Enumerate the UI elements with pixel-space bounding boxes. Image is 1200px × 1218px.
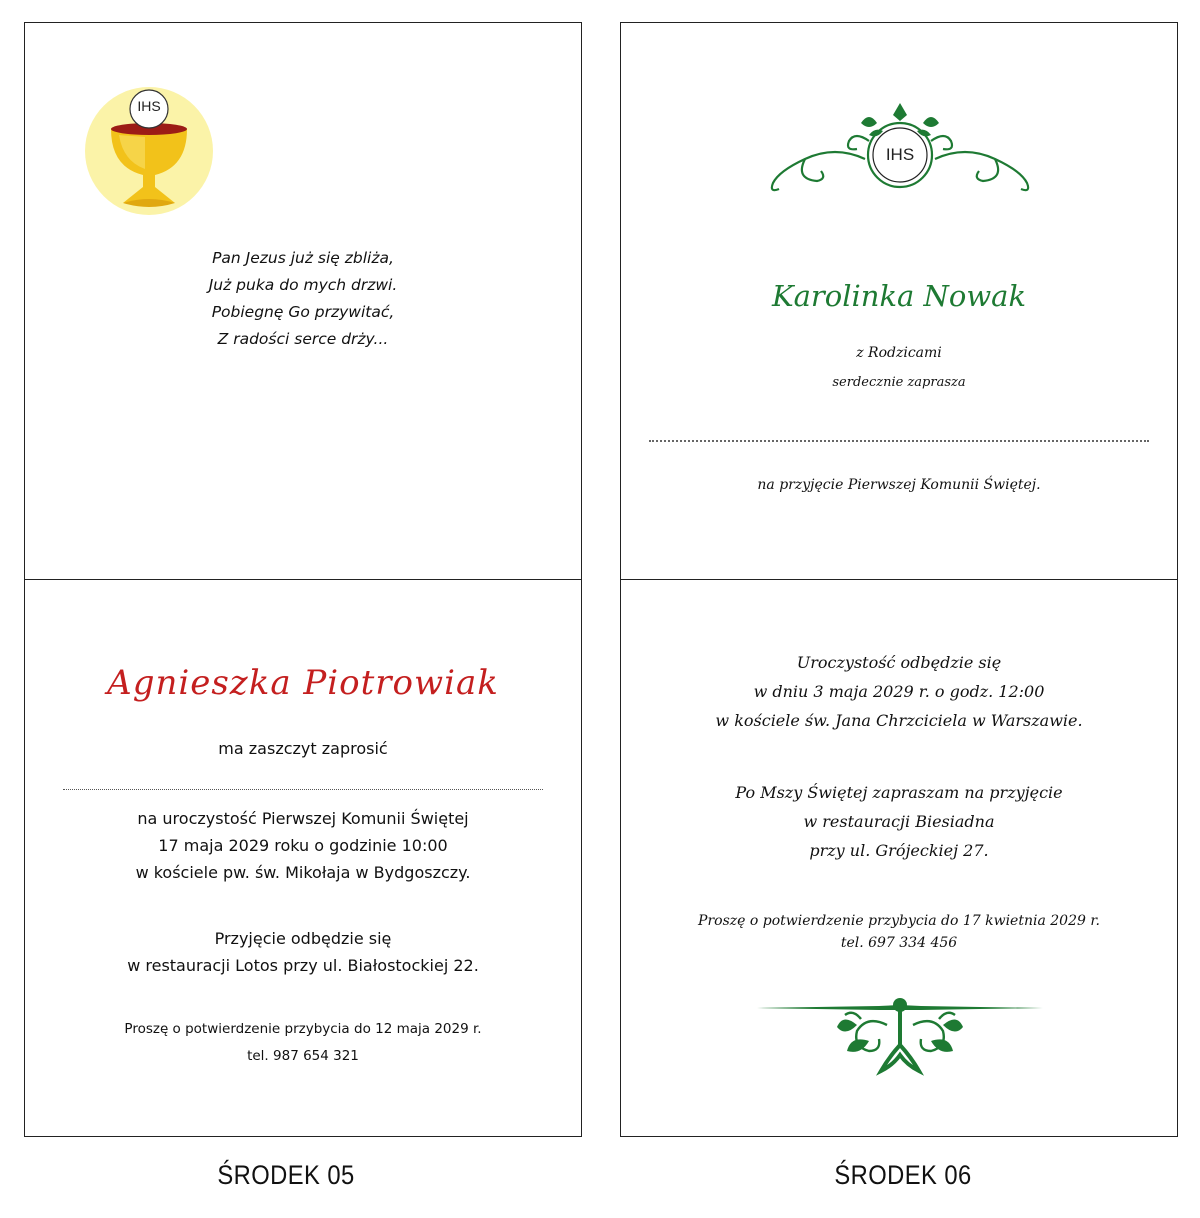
dotted-fill-line: [649, 440, 1149, 442]
design-label-05: ŚRODEK 05: [217, 1160, 355, 1190]
ceremony-details: [25, 805, 581, 886]
reception-line: Po Mszy Świętej zapraszam na przyjęcie: [735, 783, 1063, 802]
rsvp-line: Proszę o potwierdzenie przybycia do 17 kwietnia 2029 r.: [698, 913, 1100, 929]
parents-line: z Rodzicami: [856, 345, 942, 361]
emblem-text: IHS: [137, 98, 161, 114]
invitation-card-06: [620, 22, 1178, 1137]
rsvp: [25, 1016, 581, 1070]
reception-line: przy ul. Grójeckiej 27.: [809, 841, 989, 860]
occasion-line: na przyjęcie Pierwszej Komunii Świętej.: [757, 477, 1041, 493]
invitation-card-05: [24, 22, 582, 1137]
poem-line: Pobiegnę Go przywitać,: [211, 303, 395, 321]
rsvp-line: tel. 987 654 321: [247, 1048, 359, 1064]
ceremony-line: Uroczystość odbędzie się: [796, 653, 1002, 672]
fold-line: [25, 579, 581, 580]
reception-line: w restauracji Biesiadna: [803, 812, 995, 831]
invite-line: serdecznie zaprasza: [832, 375, 966, 390]
guest-name: Agnieszka Piotrowiak: [107, 663, 499, 703]
chalice-icon: [83, 71, 215, 211]
rsvp-line: tel. 697 334 456: [840, 935, 958, 951]
guest-name: Karolinka Nowak: [771, 279, 1027, 313]
rsvp-line: Proszę o potwierdzenie przybycia do 12 maja 2029 r.: [124, 1021, 482, 1037]
fold-line: [621, 579, 1177, 580]
ceremony-line: 17 maja 2029 roku o godzinie 10:00: [158, 836, 448, 855]
bottom-ornament-icon: [757, 995, 1043, 1075]
ceremony-line: w dniu 3 maja 2029 r. o godz. 12:00: [753, 682, 1045, 701]
reception-details: [25, 925, 581, 979]
design-label-06: ŚRODEK 06: [834, 1160, 972, 1190]
rsvp: [621, 910, 1177, 954]
ceremony-line: na uroczystość Pierwszej Komunii Świętej: [137, 809, 469, 828]
dotted-fill-line: [63, 789, 543, 790]
poem-line: Z radości serce drży...: [217, 330, 389, 348]
ceremony-details: [621, 648, 1177, 735]
reception-line: Przyjęcie odbędzie się: [214, 929, 392, 948]
reception-details: [621, 778, 1177, 865]
poem-line: Pan Jezus już się zbliża,: [212, 249, 394, 267]
poem: [25, 245, 581, 353]
ceremony-line: w kościele pw. św. Mikołaja w Bydgoszczy.: [135, 863, 471, 882]
emblem-text: IHS: [885, 145, 915, 164]
invite-line: ma zaszczyt zaprosić: [218, 739, 388, 758]
poem-line: Już puka do mych drzwi.: [208, 276, 398, 294]
ceremony-line: w kościele św. Jana Chrzciciela w Warszawie.: [715, 711, 1083, 730]
reception-line: w restauracji Lotos przy ul. Białostockiej 22.: [127, 956, 479, 975]
